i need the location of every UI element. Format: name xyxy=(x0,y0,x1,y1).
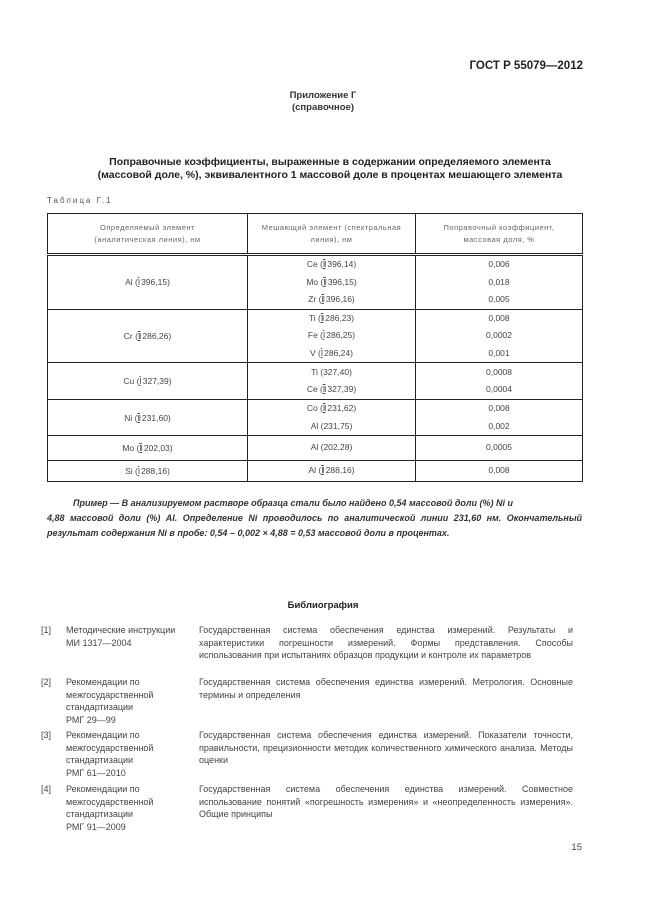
section-title-line1: Поправочные коэффициенты, выраженные в содержании определяемого элемента xyxy=(109,156,551,168)
interferent-cell xyxy=(248,436,416,461)
interferent-cell xyxy=(248,255,416,310)
coefficient-value: 0,008 xyxy=(488,465,510,476)
coefficient-cell xyxy=(416,400,583,436)
example-note xyxy=(47,496,582,541)
spectral-order-numeral: I xyxy=(137,278,140,288)
analyte-cell: Al (I 396,15) xyxy=(48,255,248,310)
example-rest: 4,88 массовой доли (%) Al. Определение Ni проводилось по аналитической линии 231,60 нм. Окончательный результат содержания Ni в пробе: 0,54 – 0,002 × 4,88 = 0,53 массовой доли в процентах. xyxy=(47,513,582,538)
interferent-line: Ti (II 286,23) xyxy=(308,312,355,323)
coefficient-cell xyxy=(416,309,583,363)
annex-title: Приложение Г xyxy=(289,90,357,101)
interferent-line: Mo (II 396,15) xyxy=(306,276,357,287)
spectral-order-numeral: II xyxy=(139,444,142,453)
interferent-line: Fe (I 286,25) xyxy=(307,330,356,340)
annex-note: (справочное) xyxy=(291,102,355,113)
bib-source: Рекомендации по межгосударственной стандартизации РМГ 29—99 xyxy=(66,677,154,725)
example-lead: Пример — В анализируемом растворе образца стали было найдено 0,54 массовой доли (%) Ni и xyxy=(73,498,513,508)
coefficient-value: 0,006 xyxy=(488,259,510,269)
coefficient-value: 0,005 xyxy=(488,294,510,304)
spectral-order-numeral: II xyxy=(322,385,326,394)
coefficient-value: 0,0004 xyxy=(486,384,512,394)
spectral-order-numeral: II xyxy=(137,331,141,341)
analyte-cell: Cr (II 286,26) xyxy=(48,309,248,363)
interferent-line: Al (231,75) xyxy=(310,420,353,431)
coefficient-value: 0,008 xyxy=(488,312,510,323)
section-title xyxy=(40,156,620,182)
spectral-order-numeral: II xyxy=(321,295,324,304)
interferent-line: Ti (327,40) xyxy=(311,366,352,377)
spectral-order-numeral: II xyxy=(320,313,324,323)
bib-source: Рекомендации по межгосударственной стандартизации РМГ 91—2009 xyxy=(66,784,154,832)
annex-heading xyxy=(0,90,646,114)
interferent-line: V (I 286,24) xyxy=(310,347,353,358)
bib-description: Государственная система обеспечения единства измерений. Метрология. Основные термины и определения xyxy=(199,677,573,700)
interferent-cell xyxy=(248,461,416,482)
spectral-order-numeral: II xyxy=(321,466,324,476)
spectral-order-numeral: I xyxy=(137,467,140,476)
interferent-line: Ce (II 396,14) xyxy=(306,259,357,269)
table-row xyxy=(48,309,583,363)
analyte-cell: Ni (II 231,60) xyxy=(48,400,248,436)
analyte-cell: Mo (II 202,03) xyxy=(48,436,248,461)
table-label: Таблица Г.1 xyxy=(47,196,113,205)
table-row xyxy=(48,255,583,310)
table-row xyxy=(48,363,583,400)
spectral-order-numeral: I xyxy=(320,348,323,358)
table-header-row xyxy=(48,214,583,255)
interferent-line: Ce (II 327,39) xyxy=(306,384,357,394)
coefficient-value: 0,0005 xyxy=(486,442,512,453)
analyte-cell: Cu (I 327,39) xyxy=(48,363,248,400)
interferent-line: Al (II 288,16) xyxy=(308,465,355,476)
coefficient-cell xyxy=(416,363,583,400)
bib-description: Государственная система обеспечения единства измерений. Совместное использование понятий «погрешность измерения» и «неопределенность измерения». Общие принципы xyxy=(199,784,573,819)
coefficient-cell xyxy=(416,436,583,461)
column-header-coefficient: Поправочный коэффициент, массовая доля, % xyxy=(416,214,583,255)
bib-number: [4] xyxy=(41,784,52,794)
bib-number: [3] xyxy=(41,730,52,740)
coefficient-value: 0,0008 xyxy=(486,366,512,377)
spectral-order-numeral: II xyxy=(137,413,140,423)
section-title-line2: (массовой доле, %), эквивалентного 1 массовой доле в процентах мешающего элемента xyxy=(97,169,563,181)
table-row xyxy=(48,436,583,461)
coefficient-value: 0,018 xyxy=(488,276,510,287)
page-number: 15 xyxy=(571,842,582,853)
standard-code: ГОСТ Р 55079—2012 xyxy=(469,60,583,72)
table-row xyxy=(48,461,583,482)
bib-number: [1] xyxy=(41,625,52,635)
correction-coefficients-table xyxy=(47,213,583,482)
bib-description: Государственная система обеспечения единства измерений. Результаты и характеристики погрешности измерений. Формы представления. Способы использования при испытаниях образцов продукции и контроле их параметров xyxy=(199,625,573,660)
coefficient-value: 0,008 xyxy=(488,403,510,413)
analyte-cell: Si (I 288,16) xyxy=(48,461,248,482)
column-header-interferent: Мешающий элемент (спектральная линия), нм xyxy=(248,214,416,255)
spectral-order-numeral: I xyxy=(323,331,325,340)
coefficient-cell xyxy=(416,255,583,310)
coefficient-cell xyxy=(416,461,583,482)
column-header-analyte: Определяемый элемент (аналитическая линия), нм xyxy=(48,214,248,255)
bib-source: Рекомендации по межгосударственной стандартизации РМГ 61—2010 xyxy=(66,730,154,778)
table-row xyxy=(48,400,583,436)
spectral-order-numeral: II xyxy=(322,404,326,413)
bib-number: [2] xyxy=(41,677,52,687)
coefficient-value: 0,0002 xyxy=(486,330,512,340)
interferent-cell xyxy=(248,309,416,363)
bibliography-title: Библиография xyxy=(287,600,359,611)
interferent-line: Zr (II 396,16) xyxy=(308,294,355,304)
bib-description: Государственная система обеспечения единства измерений. Показатели точности, правильности, прецизионности методик количественного химического анализа. Методы оценки xyxy=(199,730,573,765)
interferent-line: Co (II 231,62) xyxy=(306,403,357,413)
spectral-order-numeral: II xyxy=(322,260,326,269)
bib-source: Методические инструкции МИ 1317—2004 xyxy=(66,625,176,648)
interferent-line: Al (202,28) xyxy=(310,442,353,453)
coefficient-value: 0,001 xyxy=(488,347,510,358)
interferent-cell xyxy=(248,363,416,400)
spectral-order-numeral: I xyxy=(139,377,141,386)
interferent-cell xyxy=(248,400,416,436)
spectral-order-numeral: II xyxy=(323,277,326,287)
coefficient-value: 0,002 xyxy=(488,420,510,431)
